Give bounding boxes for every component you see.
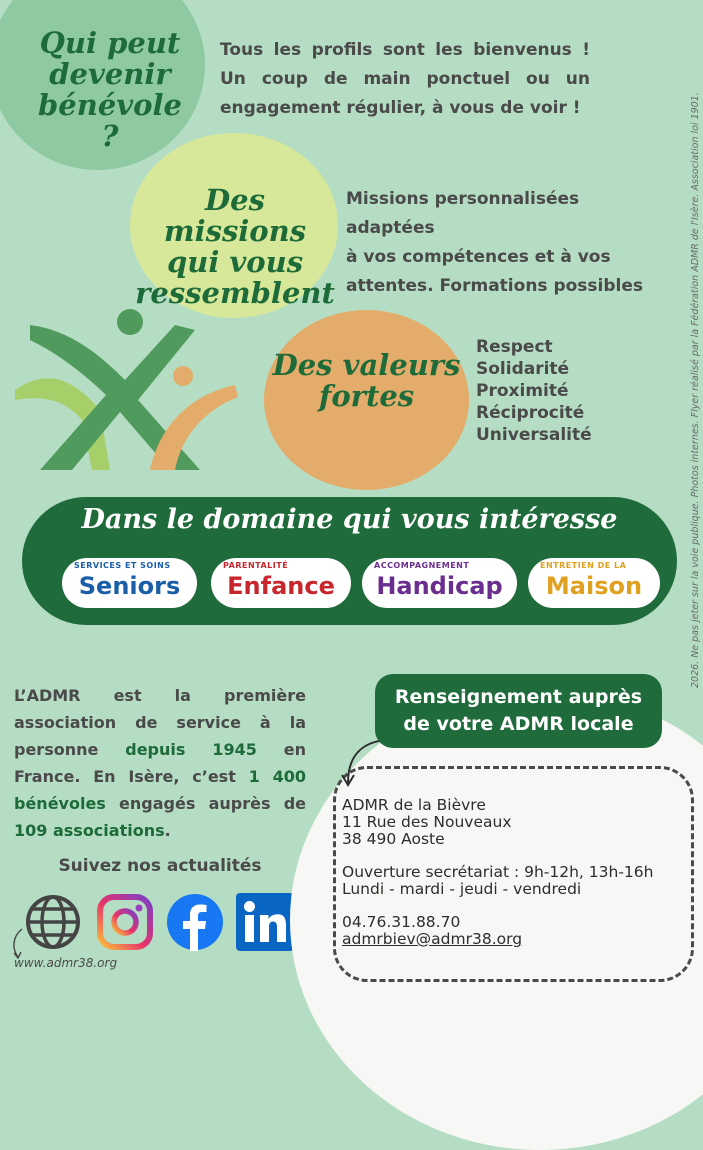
domain-tag: SERVICES ET SOINS [74, 561, 171, 570]
who-can-volunteer-text: Tous les profils sont les bienvenus ! Un coup de main ponctuel ou un engagement régulier, à vous de voir ! [220, 40, 590, 118]
banner-title: Dans le domaine qui vous intéresse [81, 504, 618, 535]
domain-tag: PARENTALITÉ [223, 561, 289, 570]
list-item: Proximité [476, 381, 569, 401]
domain-word: Maison [545, 572, 643, 600]
missions-text: Missions personnalisées adaptées à vos compétences et à vos attentes. Formations possibles [346, 189, 644, 296]
list-item: Réciprocité [476, 403, 585, 423]
about-admr-text: L’ADMR est la première association de service à la personne depuis 1945 en France. En Isère, c’est 1 400 bénévoles engagés auprès de 109 associations. [14, 686, 307, 840]
contact-days: Lundi - mardi - jeudi - vendredi [342, 880, 582, 898]
domain-tag: ACCOMPAGNEMENT [374, 561, 470, 570]
linkedin-icon[interactable] [236, 893, 294, 951]
globe-icon[interactable] [24, 893, 82, 951]
heading-missions: Des missions qui vous ressemblent [135, 183, 335, 310]
list-item: Solidarité [476, 359, 570, 379]
contact-street: 11 Rue des Nouveaux [342, 813, 512, 831]
domain-maison[interactable] [528, 558, 660, 608]
contact-details [342, 797, 692, 948]
values-list [476, 336, 676, 446]
domain-word: Seniors [78, 572, 181, 600]
domain-word: Handicap [376, 572, 503, 600]
website-link[interactable]: www.admr38.org [14, 956, 118, 970]
heading-values: Des valeurs fortes [272, 348, 461, 413]
contact-phone[interactable]: 04.76.31.88.70 [342, 913, 461, 931]
facebook-icon[interactable] [166, 893, 224, 951]
contact-email[interactable]: admrbiev@admr38.org [342, 930, 523, 948]
list-item: Universalité [476, 425, 592, 445]
list-item: Respect [476, 337, 553, 357]
print-credit: 2026. Ne pas jeter sur la voie publique. Photos internes. Flyer réalisé par la Fédération ADMR de l'Isère. Association loi 1901. [690, 92, 701, 688]
domain-enfance[interactable] [211, 558, 351, 608]
contact-city: 38 490 Aoste [342, 830, 445, 848]
contact-name: ADMR de la Bièvre [342, 796, 486, 814]
contact-header: Renseignement auprès de votre ADMR locale [375, 674, 662, 748]
heading-who-can-volunteer: Qui peut devenir bénévole ? [38, 26, 182, 153]
domain-handicap[interactable] [362, 558, 517, 608]
domain-seniors[interactable] [62, 558, 197, 608]
instagram-icon[interactable] [96, 893, 154, 951]
domain-tag: ENTRETIEN DE LA [540, 561, 627, 570]
follow-heading: Suivez nos actualités [58, 856, 262, 876]
contact-hours: Ouverture secrétariat : 9h-12h, 13h-16h [342, 863, 654, 881]
domain-word: Enfance [227, 572, 335, 600]
admr-logo-icon [10, 300, 255, 475]
